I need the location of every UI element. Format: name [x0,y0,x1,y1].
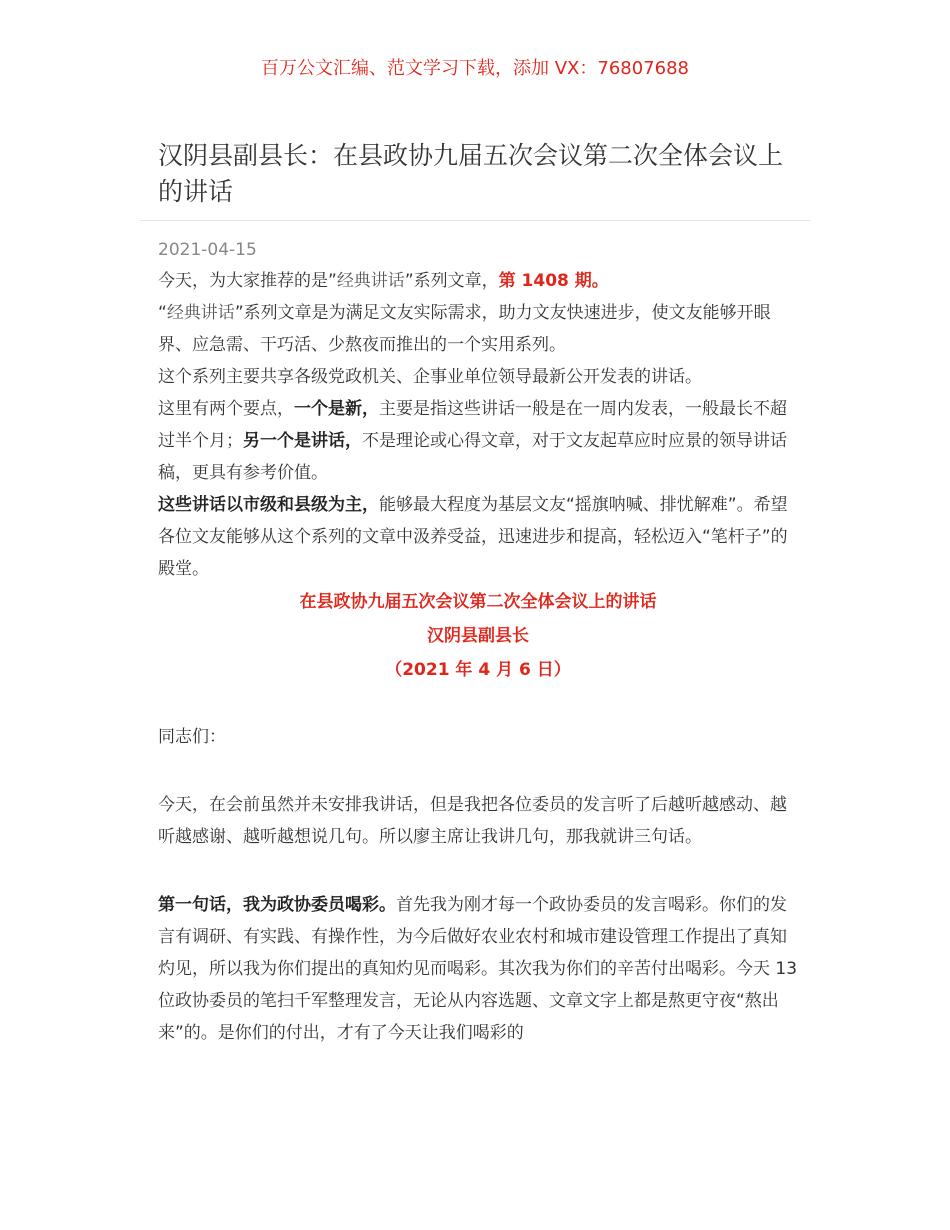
text: ”系列文章， [404,271,499,291]
intro-paragraph-3: 这个系列主要共享各级党政机关、企事业单位领导最新公开发表的讲话。 [158,367,702,387]
bold-text: 一个是新， [294,399,379,419]
speech-paragraph-2 [158,889,798,1049]
spacer [158,687,798,721]
text: 主要是指这些讲话一般是在一周内发表，一般最长不超过半个月； [158,399,787,451]
text: 不是理论或心得文章，对于文友起草应时应景的领导讲话稿，更具有参考价值。 [158,431,787,483]
publish-date: 2021-04-15 [158,240,257,260]
speech-paragraph-1: 今天，在会前虽然并未安排我讲话，但是我把各位委员的发言听了后越听越感动、越听越感谢、越听越想说几句。所以廖主席让我讲几句，那我就讲三句话。 [158,795,787,847]
salutation: 同志们： [158,727,226,747]
title-divider [140,220,810,221]
spacer [158,753,798,789]
bold-text: 这些讲话以市级和县级为主， [158,495,379,515]
speech-date: （2021 年 4 月 6 日） [385,660,571,680]
text: 首先我为刚才每一个政协委员的发言喝彩。你们的发言有调研、有实践、有操作性，为今后做好农业农村和城市建设管理工作提出了真知灼见，所以我为你们提出的真知灼见而喝彩。其次我为你们的辛苦付出喝彩。今天 13 位政协委员的笔扫千军整理发言，无论从内容选题、文章文字上都是熬更守夜“熬出来”的。是你们的付出，才有了今天让我们喝彩的 [158,895,798,1043]
intro-paragraph-4 [158,393,798,489]
text: ”系列文章是为满足文友实际需求，助力文友快速进步，使文友能够开眼界、应急需、干巧活、少熬夜而推出的一个实用系列。 [158,303,771,355]
bold-text: 另一个是讲话， [243,431,362,451]
text: 这里有两个要点， [158,399,294,419]
speech-heading: 在县政协九届五次会议第二次全体会议上的讲话 [299,592,657,612]
text: 今天，为大家推荐的是” [158,271,337,291]
intro-paragraph-5 [158,489,798,585]
bold-text: 第一句话，我为政协委员喝彩。 [158,895,396,915]
spacer [158,853,798,889]
text: 能够最大程度为基层文友“摇旗呐喊、排忧解难”。希望各位文友能够从这个系列的文章中汲养受益，迅速进步和提高，轻松迈入“笔杆子”的殿堂。 [158,495,788,579]
intro-paragraph-2 [158,297,798,361]
speech-speaker: 汉阴县副县长 [427,626,529,646]
issue-number: 第 1408 期。 [498,271,609,291]
page-title: 汉阴县副县长：在县政协九届五次会议第二次全体会议上的讲话 [158,141,784,206]
watermark-banner: 百万公文汇编、范文学习下载，添加 VX：76807688 [261,58,689,79]
text: “ [158,303,167,323]
intro-paragraph-1 [158,265,798,297]
article-body [158,265,798,1049]
series-name: 经典讲话 [166,303,235,323]
series-name: 经典讲话 [336,271,405,291]
